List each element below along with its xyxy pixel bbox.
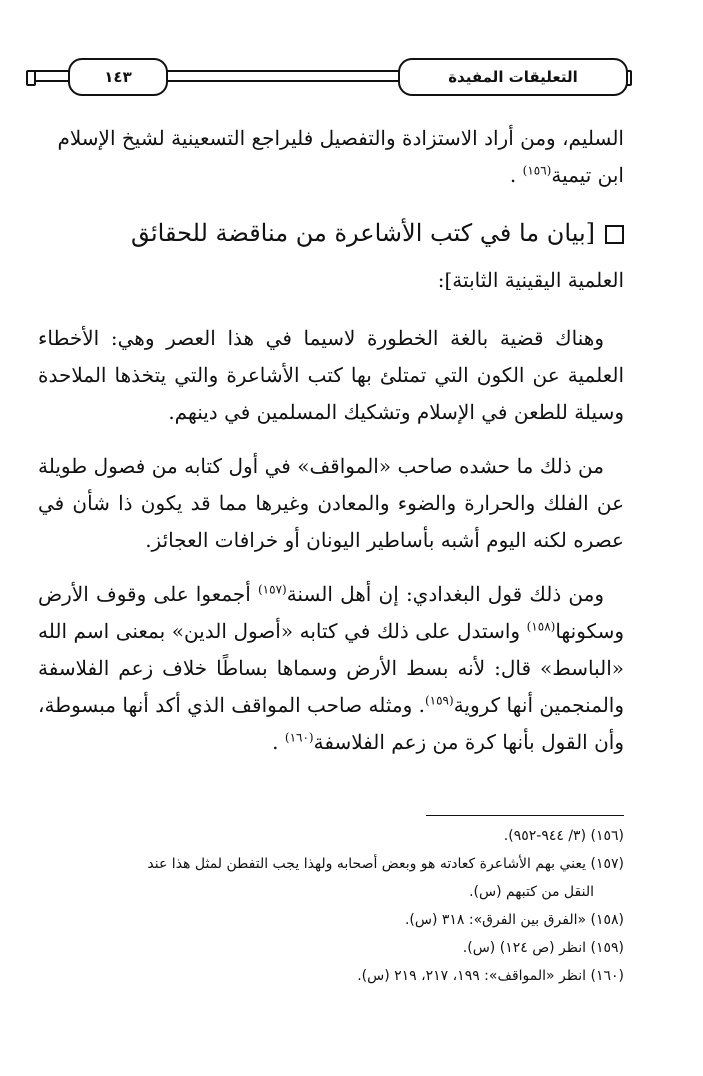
paragraph-1-line-1: السليم، ومن أراد الاستزادة والتفصيل فليراجع التسعينية لشيخ الإسلام — [57, 126, 624, 150]
paragraph-4-part-d: . ومثله صاحب المواقف الذي أكد أنها مبسوطة، وأن القول بأنها كرة من زعم الفلاسفة — [38, 693, 624, 754]
paragraph-4-part-e: . — [272, 730, 285, 754]
section-heading-line-1: [بيان ما في كتب الأشاعرة من مناقضة للحقائق — [130, 219, 595, 247]
footnotes — [38, 822, 624, 990]
header-endcap-left — [26, 70, 36, 86]
paragraph-1-line-2: ابن تيمية — [551, 163, 624, 187]
footnote-number: (١٦٠) — [590, 968, 624, 984]
paragraph-4-part-b: أجمعوا على وقوف الأرض وسكونها — [38, 582, 624, 643]
page-number-box — [68, 58, 168, 96]
footnote-159 — [38, 934, 624, 962]
footnote-156 — [38, 822, 624, 850]
paragraph-2: وهناك قضية بالغة الخطورة لاسيما في هذا العصر وهي: الأخطاء العلمية عن الكون التي تمتلئ بها كتب الأشاعرة والتي يتخذها الملاحدة وسيلة للطعن في الإسلام وتشكيك المسلمين في دينهم. — [38, 326, 624, 424]
footnote-number: (١٥٧) — [590, 856, 624, 872]
paragraph-1 — [38, 120, 624, 194]
footnote-text: يعني بهم الأشاعرة كعادته هو وبعض أصحابه ولهذا يجب التفطن لمثل هذا عند — [147, 856, 587, 872]
footnote-160 — [38, 962, 624, 990]
footnote-ref-157[interactable]: (١٥٧) — [257, 582, 287, 597]
footnote-text: «الفرق بين الفرق»: ٣١٨ (س). — [404, 912, 587, 928]
paragraph-4-part-c: واستدل على ذلك في كتابه «أصول الدين» بمعنى اسم الله «الباسط» قال: لأنه بسط الأرض وسماها بساطًا خلاف زعم الفلاسفة والمنجمين أنها كروية — [38, 619, 625, 717]
paragraph-1-end: . — [509, 163, 523, 187]
header-title: التعليقات المفيدة — [448, 68, 578, 86]
footnote-number: (١٥٨) — [590, 912, 624, 928]
footnote-ref-160[interactable]: (١٦٠) — [284, 730, 314, 745]
footnote-text: انظر (ص ١٢٤) (س). — [462, 940, 587, 956]
footnote-number: (١٥٦) — [590, 828, 624, 844]
footnote-number: (١٥٩) — [590, 940, 624, 956]
footnote-text: (٣/ ٩٤٤-٩٥٢). — [503, 828, 587, 844]
running-header — [30, 58, 630, 96]
checkbox-square-icon — [605, 225, 624, 244]
footnote-ref-159[interactable]: (١٥٩) — [424, 693, 454, 708]
footnote-text-continued: النقل من كتبهم (س). — [469, 884, 594, 900]
footnote-ref-158[interactable]: (١٥٨) — [526, 619, 556, 634]
footnote-text: انظر «المواقف»: ١٩٩، ٢١٧، ٢١٩ (س). — [357, 968, 587, 984]
paragraph-3: من ذلك ما حشده صاحب «المواقف» في أول كتابه من فصول طويلة عن الفلك والحرارة والضوء والمعادن وغيرها مما قد يكون ذا شأن في عصره لكنه اليوم أشبه بأساطير اليونان أو خرافات العجائز. — [38, 454, 624, 552]
section-heading — [38, 210, 624, 303]
paragraph-4 — [38, 576, 624, 761]
page-number: ١٤٣ — [104, 68, 132, 86]
section-heading-line-2: العلمية اليقينية الثابتة]: — [437, 268, 624, 292]
header-title-box — [398, 58, 628, 96]
paragraph-4-part-a: ومن ذلك قول البغدادي: إن أهل السنة — [286, 582, 604, 606]
footnote-ref-156[interactable]: (١٥٦) — [522, 163, 552, 178]
main-text — [38, 120, 624, 761]
footnote-separator — [426, 815, 624, 816]
footnote-157 — [38, 850, 624, 906]
footnote-158 — [38, 906, 624, 934]
